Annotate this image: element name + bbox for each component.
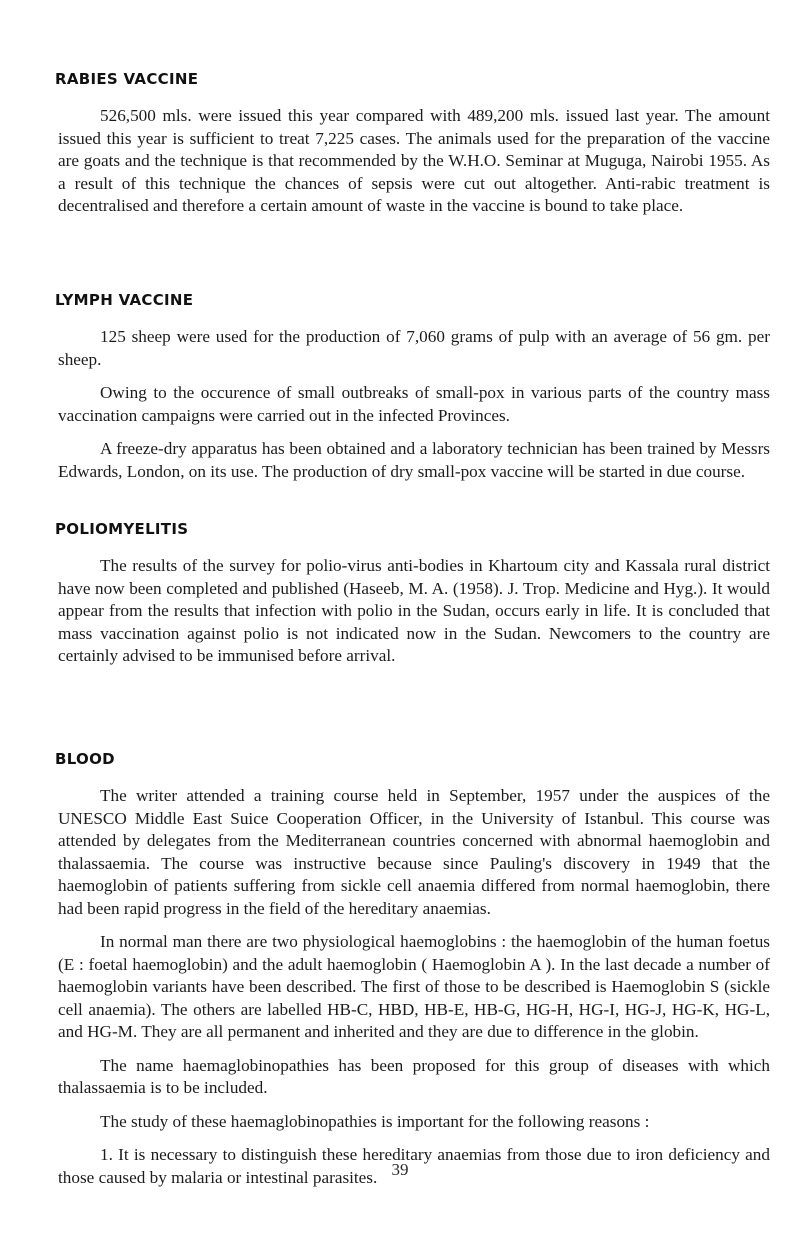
section-poliomyelitis [55,520,770,679]
heading-poliomyelitis: POLIOMYELITIS [55,520,189,538]
section-rabies-vaccine [55,70,770,229]
section-lymph-vaccine [55,291,770,494]
numbered-item: 1. It is necessary to distinguish these hereditary anaemias from those due to iron deficiency and those caused by malaria or intestinal parasites. [58,1145,770,1187]
section-blood [55,750,770,1200]
page-number: 39 [391,1160,409,1179]
paragraph: In normal man there are two physiological haemoglobins : the haemoglobin of the human foetus (E : foetal haemoglobin) and the adult haemoglobin ( Haemoglobin A ). In the last decade a number of haemoglobin variants have been described. The first of those to be described is Haemoglobin S (sickle cell anaemia). The others are labelled HB-C, HBD, HB-E, HB-G, HG-H, HG-I, HG-J, HG-K, HG-L, and HG-M. They are all permanent and inherited and they are due to difference in the globin. [58,932,770,1041]
paragraph: The writer attended a training course held in September, 1957 under the auspices of the UNESCO Middle East Suice Cooperation Officer, in the University of Istanbul. This course was attended by delegates from the Mediterranean countries concerned with abnormal haemoglobin and thalassaemia. The course was instructive because since Pauling's discovery in 1949 that the haemoglobin of patients suffering from sickle cell anaemia differed from normal haemoglobin, there had been rapid progress in the field of the hereditary anaemias. [58,786,770,918]
paragraph: The results of the survey for polio-virus anti-bodies in Khartoum city and Kassala rural district have now been completed and published (Haseeb, M. A. (1958). J. Trop. Medicine and Hyg.). It would appear from the results that infection with polio in the Sudan, occurs early in life. It is concluded that mass vaccination against polio is not indicated now in the Sudan. Newcomers to the country are certainly advised to be immunised before arrival. [58,556,770,665]
paragraph: The name haemaglobinopathies has been proposed for this group of diseases with which thalassaemia is to be included. [58,1055,770,1097]
heading-lymph-vaccine: LYMPH VACCINE [55,291,194,309]
heading-rabies-vaccine: RABIES VACCINE [55,70,199,88]
paragraph: The study of these haemaglobinopathies is important for the following reasons : [100,1111,650,1131]
paragraph: 125 sheep were used for the production of 7,060 grams of pulp with an average of 56 gm. per sheep. [58,327,770,369]
paragraph: Owing to the occurence of small outbreaks of small-pox in various parts of the country mass vaccination campaigns were carried out in the infected Provinces. [58,383,770,425]
heading-blood: BLOOD [55,750,115,768]
paragraph: 526,500 mls. were issued this year compared with 489,200 mls. issued last year. The amount issued this year is sufficient to treat 7,225 cases. The animals used for the preparation of the vaccine are goats and the technique is that recommended by the W.H.O. Seminar at Muguga, Nairobi 1955. As a result of this technique the chances of sepsis were cut out altogether. Anti-rabic treatment is decentralised and therefore a certain amount of waste in the vaccine is bound to take place. [58,106,770,215]
paragraph: A freeze-dry apparatus has been obtained and a laboratory technician has been trained by Messrs Edwards, London, on its use. The production of dry small-pox vaccine will be started in due course. [58,439,770,481]
